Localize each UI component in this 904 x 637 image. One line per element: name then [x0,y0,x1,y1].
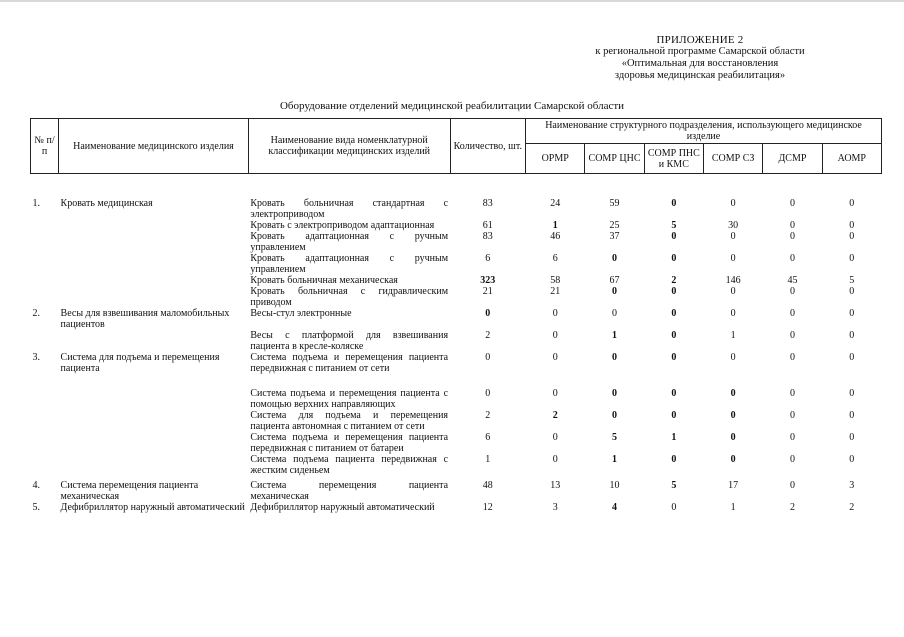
row-number: 5. [32,502,40,513]
quantity-cell: 2 [485,410,491,421]
unit-quantity-cell: 0 [671,502,677,513]
row-number [31,231,59,253]
unit-quantity-cell: 0 [730,410,736,421]
appendix-line: здоровья медицинская реабилитация» [614,70,786,81]
row-number [31,432,59,454]
unit-quantity-cell: 0 [612,308,618,319]
quantity-cell: 12 [482,502,493,513]
unit-quantity-cell: 5 [671,480,677,491]
device-kind: Кровать больничная механическая [250,275,398,286]
unit-quantity-cell: 1 [671,432,677,443]
table-row [31,388,882,410]
document-title: Оборудование отделений медицинской реабилитации Самарской области [279,100,625,112]
device-name: Система для подъема и перемещения пациента [60,352,220,374]
table-row [31,330,882,352]
device-name: Система перемещения пациента механическая [60,480,199,502]
row-number: 2. [32,308,40,319]
unit-quantity-cell: 0 [849,198,855,209]
table-row [31,253,882,275]
unit-quantity-cell: 30 [728,220,739,231]
appendix-header [550,34,850,82]
page-edge [0,0,904,2]
device-kind: Кровать с электроприводом адаптационная [250,220,435,231]
device-name [59,275,249,286]
unit-quantity-cell: 0 [730,352,736,363]
device-name [59,330,249,352]
unit-quantity-cell: 3 [849,480,855,491]
header-unit: СОМР ЦНС [585,144,644,174]
device-kind: Система подъема пациента передвижная с жестким сиденьем [250,454,449,476]
table-row [31,352,882,388]
quantity-cell: 6 [485,253,491,264]
table-row [31,480,882,502]
device-name: Кровать медицинская [60,198,153,209]
device-name [59,410,249,432]
unit-quantity-cell: 0 [849,432,855,443]
device-kind: Кровать адаптационная с ручным управлением [250,253,449,275]
appendix-line: к региональной программе Самарской области [595,46,805,57]
device-kind: Весы с платформой для взвешивания пациента в кресле-коляске [250,330,449,352]
unit-quantity-cell: 58 [550,275,561,286]
unit-quantity-cell: 0 [552,454,558,465]
unit-quantity-cell: 0 [671,330,677,341]
row-number [31,286,59,308]
unit-quantity-cell: 0 [849,286,855,297]
header-unit: АОМР [822,144,881,174]
device-kind: Кровать адаптационная с ручным управлением [250,231,449,253]
quantity-cell: 61 [482,220,493,231]
device-name [59,220,249,231]
device-kind: Система для подъема и перемещения пациента автономная с питанием от сети [250,410,449,432]
quantity-cell: 6 [485,432,491,443]
unit-quantity-cell: 0 [671,231,677,242]
table-row [31,454,882,480]
header-units-group: Наименование структурного подразделения, использующего медицинское изделие [526,119,882,144]
unit-quantity-cell: 0 [552,432,558,443]
unit-quantity-cell: 0 [789,231,795,242]
unit-quantity-cell: 0 [849,388,855,399]
table-row [31,502,882,513]
unit-quantity-cell: 1 [552,220,558,231]
unit-quantity-cell: 0 [612,286,618,297]
row-number [31,388,59,410]
unit-quantity-cell: 0 [612,388,618,399]
device-name: Дефибриллятор наружный автоматический [60,502,245,513]
table-row [31,410,882,432]
unit-quantity-cell: 0 [789,480,795,491]
header-qty: Количество, шт. [450,119,526,174]
unit-quantity-cell: 0 [730,454,736,465]
unit-quantity-cell: 5 [671,220,677,231]
unit-quantity-cell: 67 [609,275,620,286]
device-kind: Система подъема и перемещения пациента передвижная с питанием от сети [250,352,449,374]
unit-quantity-cell: 2 [849,502,855,513]
unit-quantity-cell: 0 [789,198,795,209]
unit-quantity-cell: 37 [609,231,620,242]
header-num: № п/п [31,119,59,174]
unit-quantity-cell: 6 [552,253,558,264]
table-row [31,198,882,220]
header-kind: Наименование вида номенклатурной классификации медицинских изделий [248,119,450,174]
unit-quantity-cell: 0 [849,220,855,231]
quantity-cell: 0 [485,308,491,319]
unit-quantity-cell: 0 [671,388,677,399]
unit-quantity-cell: 0 [849,352,855,363]
unit-quantity-cell: 0 [789,410,795,421]
device-name [59,231,249,253]
table-row [31,432,882,454]
unit-quantity-cell: 10 [609,480,620,491]
unit-quantity-cell: 1 [612,454,618,465]
quantity-cell: 0 [485,388,491,399]
device-name [59,388,249,410]
quantity-cell: 21 [482,286,493,297]
quantity-cell: 1 [485,454,491,465]
unit-quantity-cell: 0 [671,308,677,319]
header-unit: ДСМР [763,144,822,174]
unit-quantity-cell: 146 [725,275,741,286]
header-unit: ОРМР [526,144,585,174]
header-unit: СОМР ПНС и КМС [644,144,703,174]
unit-quantity-cell: 1 [730,330,736,341]
row-number [31,275,59,286]
unit-quantity-cell: 0 [671,352,677,363]
quantity-cell: 48 [482,480,493,491]
unit-quantity-cell: 0 [730,432,736,443]
unit-quantity-cell: 0 [849,330,855,341]
device-kind: Дефибриллятор наружный автоматический [250,502,435,513]
device-kind: Кровать больничная с гидравлическим приводом [250,286,449,308]
row-number: 1. [32,198,40,209]
unit-quantity-cell: 5 [849,275,855,286]
device-kind: Система подъема и перемещения пациента передвижная с питанием от батареи [250,432,449,454]
unit-quantity-cell: 3 [552,502,558,513]
appendix-line: «Оптимальная для восстановления [621,58,779,69]
row-number [31,253,59,275]
unit-quantity-cell: 0 [789,388,795,399]
unit-quantity-cell: 0 [671,454,677,465]
table-row [31,231,882,253]
unit-quantity-cell: 0 [612,410,618,421]
quantity-cell: 323 [480,275,496,286]
quantity-cell: 83 [482,231,493,242]
unit-quantity-cell: 0 [789,253,795,264]
table-row [31,220,882,231]
header-unit: СОМР СЗ [703,144,762,174]
unit-quantity-cell: 1 [612,330,618,341]
unit-quantity-cell: 0 [789,220,795,231]
unit-quantity-cell: 13 [550,480,561,491]
unit-quantity-cell: 0 [730,253,736,264]
unit-quantity-cell: 0 [730,286,736,297]
unit-quantity-cell: 0 [671,253,677,264]
unit-quantity-cell: 0 [730,198,736,209]
unit-quantity-cell: 0 [789,286,795,297]
unit-quantity-cell: 0 [671,286,677,297]
row-number: 3. [32,352,40,363]
unit-quantity-cell: 0 [552,330,558,341]
unit-quantity-cell: 17 [728,480,739,491]
unit-quantity-cell: 2 [789,502,795,513]
unit-quantity-cell: 0 [789,308,795,319]
table-row [31,286,882,308]
unit-quantity-cell: 24 [550,198,561,209]
unit-quantity-cell: 0 [671,410,677,421]
unit-quantity-cell: 46 [550,231,561,242]
row-number [31,410,59,432]
unit-quantity-cell: 0 [849,253,855,264]
unit-quantity-cell: 2 [552,410,558,421]
row-number [31,330,59,352]
unit-quantity-cell: 25 [609,220,620,231]
unit-quantity-cell: 0 [849,454,855,465]
device-name [59,454,249,480]
unit-quantity-cell: 0 [552,352,558,363]
quantity-cell: 83 [482,198,493,209]
device-name [59,286,249,308]
unit-quantity-cell: 0 [849,410,855,421]
table-row [31,308,882,330]
unit-quantity-cell: 21 [550,286,561,297]
unit-quantity-cell: 2 [671,275,677,286]
device-name [59,432,249,454]
unit-quantity-cell: 0 [789,330,795,341]
table-row [31,275,882,286]
unit-quantity-cell: 1 [730,502,736,513]
unit-quantity-cell: 59 [609,198,620,209]
row-number [31,454,59,480]
unit-quantity-cell: 0 [552,388,558,399]
equipment-table [30,118,882,513]
unit-quantity-cell: 0 [612,253,618,264]
device-name: Весы для взвешивания маломобильных пациентов [60,308,230,330]
quantity-cell: 0 [485,352,491,363]
device-kind: Система перемещения пациента механическая [250,480,449,502]
unit-quantity-cell: 5 [612,432,618,443]
header-name: Наименование медицинского изделия [59,119,249,174]
unit-quantity-cell: 0 [789,352,795,363]
unit-quantity-cell: 0 [730,308,736,319]
quantity-cell: 2 [485,330,491,341]
unit-quantity-cell: 4 [612,502,618,513]
appendix-title: ПРИЛОЖЕНИЕ 2 [656,34,744,46]
unit-quantity-cell: 0 [552,308,558,319]
row-number: 4. [32,480,40,491]
unit-quantity-cell: 0 [849,308,855,319]
unit-quantity-cell: 0 [671,198,677,209]
device-kind: Система подъема и перемещения пациента с помощью верхних направляющих [250,388,449,410]
unit-quantity-cell: 0 [789,454,795,465]
device-name [59,253,249,275]
device-kind: Весы-стул электронные [250,308,352,319]
unit-quantity-cell: 0 [789,432,795,443]
unit-quantity-cell: 45 [787,275,798,286]
device-kind: Кровать больничная стандартная с электроприводом [250,198,449,220]
unit-quantity-cell: 0 [612,352,618,363]
row-number [31,220,59,231]
unit-quantity-cell: 0 [730,231,736,242]
unit-quantity-cell: 0 [849,231,855,242]
unit-quantity-cell: 0 [730,388,736,399]
